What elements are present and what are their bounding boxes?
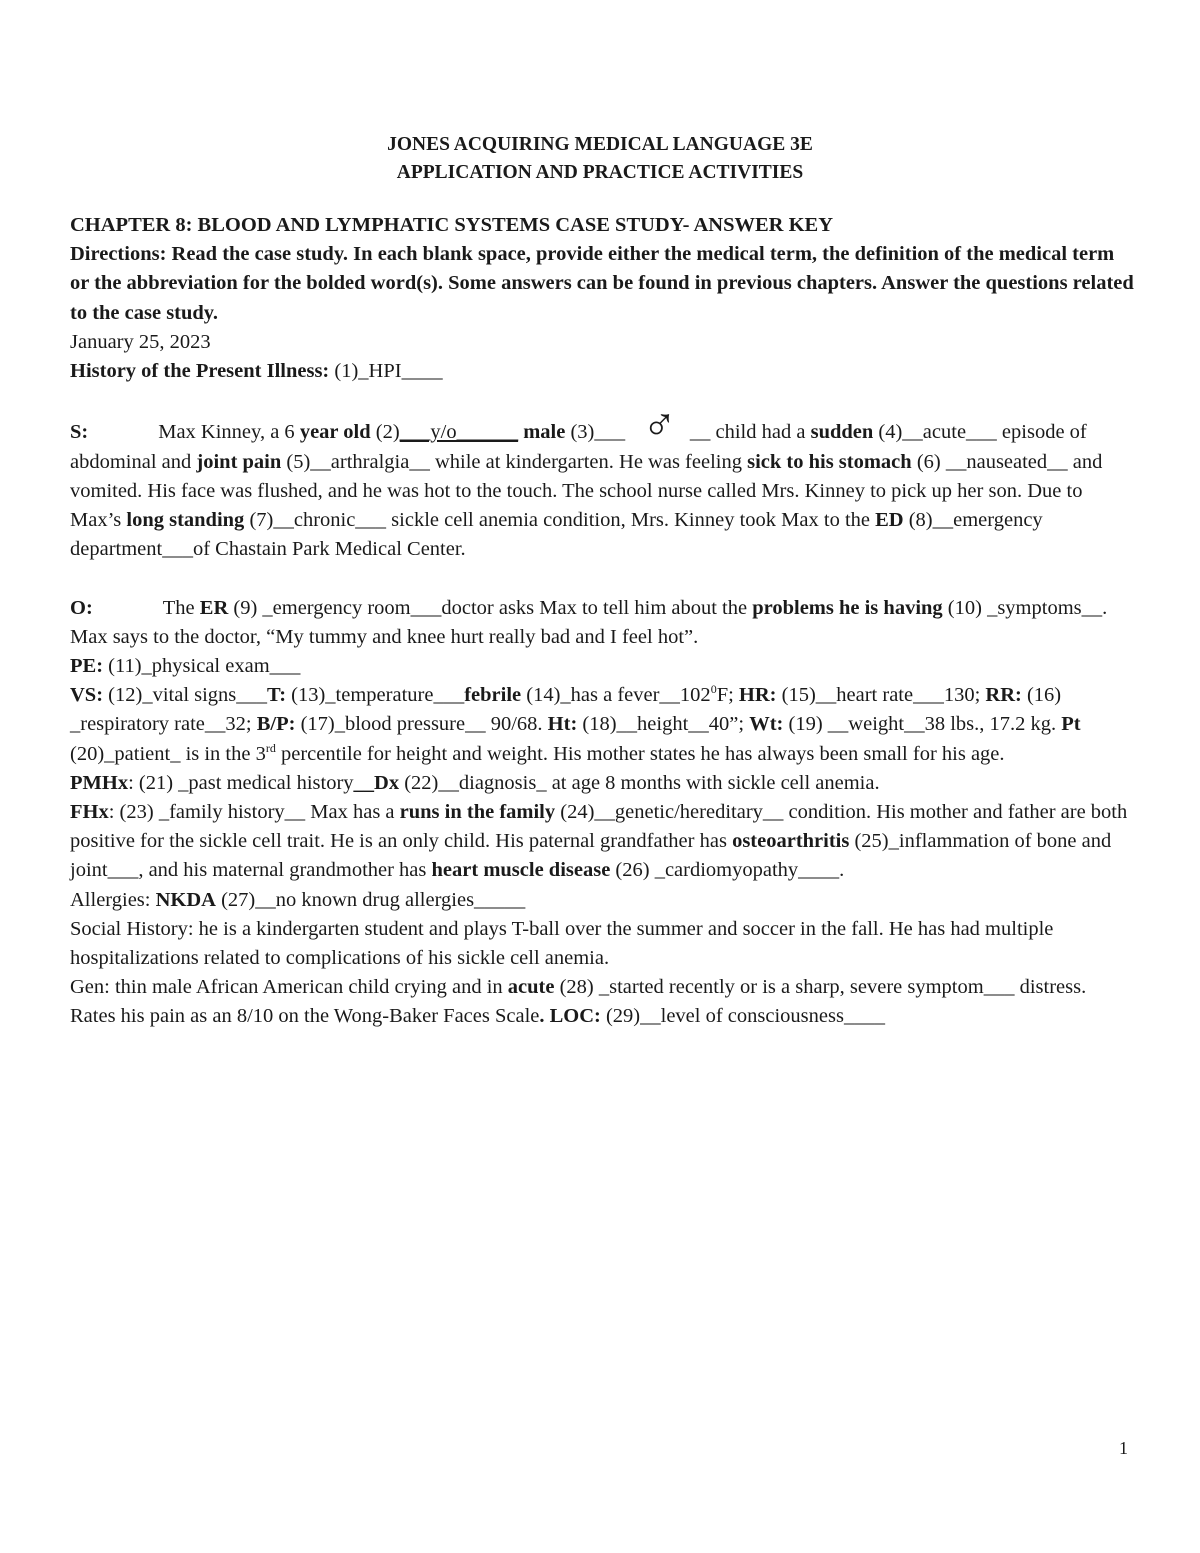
subjective-section: S: Max Kinney, a 6 year old (2)___y/o______ male (3)___ ♂ __ child had a sudden (4)__acute___ episode of abdominal and joint pain (5)__arthralgia__ while at kindergarten. He was feeling sick to his stomach (6) __nauseated__ and vomited. His face was flushed, and he was hot to the touch. The school nurse called Mrs. Kinney to pick up her son. Due to Max’s long standing (7)__chronic___ sickle cell anemia condition, Mrs. Kinney took Max to the ED (8)__emergency department___of Chastain Park Medical Center.: [70, 399, 1103, 561]
page-number: 1: [1119, 1438, 1128, 1458]
fhx-section: FHx: (23) _family history__ Max has a runs in the family (24)__genetic/hereditary__ condition. His mother and father are both positive for the sickle cell trait. He is an only child. His paternal grandfather has osteoarthritis (25)_inflammation of bone and joint___, and his maternal grandmother has heart muscle disease (26) _cardiomyopathy____.: [70, 801, 1128, 882]
pe-line: PE: (11)_physical exam___: [70, 655, 301, 678]
directions: Directions: Read the case study. In each blank space, provide either the medical term, the definition of the medical term or the abbreviation for the bolded word(s). Some answers can be found in previous chapters. Answer the questions related to the case study.: [70, 243, 1134, 324]
allergies-line: Allergies: NKDA (27)__no known drug allergies_____: [70, 888, 526, 911]
male-symbol-icon: ♂: [642, 399, 677, 451]
header-title-line2: APPLICATION AND PRACTICE ACTIVITIES: [396, 162, 804, 183]
objective-section: O: The ER (9) _emergency room___doctor asks Max to tell him about the problems he is having (10) _symptoms__. Max says to the doctor, “My tummy and knee hurt really bad and I feel hot”.: [70, 596, 1108, 648]
social-history: Social History: he is a kindergarten student and plays T-ball over the summer and soccer in the fall. He has had multiple hospitalizations related to complications of his sickle cell anemia.: [70, 917, 1054, 970]
hpi-line: History of the Present Illness: (1)_HPI____: [70, 360, 443, 383]
header-title-line1: JONES ACQUIRING MEDICAL LANGUAGE 3E: [387, 134, 813, 155]
pmhx-line: PMHx: (21) _past medical history__Dx (22)__diagnosis_ at age 8 months with sickle cell anemia.: [70, 771, 880, 794]
vitals-section: VS: (12)_vital signs___T: (13)_temperature___febrile (14)_has a $fever\_\_102^0F$; HR: (15)__heart rate___130; RR: (16) _respiratory rate__32; B/P: (17)_blood pressure__ 90/68. Ht: (18)__height__40”; Wt: (19) __weight__38 lbs., 17.2 kg. Pt (20)_patient_ is in the 3rd percentile for height and weight. His mother states he has always been small for his age.: [70, 682, 1081, 765]
chapter-heading: CHAPTER 8: BLOOD AND LYMPHATIC SYSTEMS CASE STUDY- ANSWER KEY: [70, 214, 834, 236]
general-section: Gen: thin male African American child crying and in acute (28) _started recently or is a sharp, severe symptom___ distress. Rates his pain as an 8/10 on the Wong-Baker Faces Scale. LOC: (29)__level of consciousness____: [70, 976, 1087, 1028]
document-body: [70, 211, 1135, 1032]
date: January 25, 2023: [70, 330, 211, 353]
